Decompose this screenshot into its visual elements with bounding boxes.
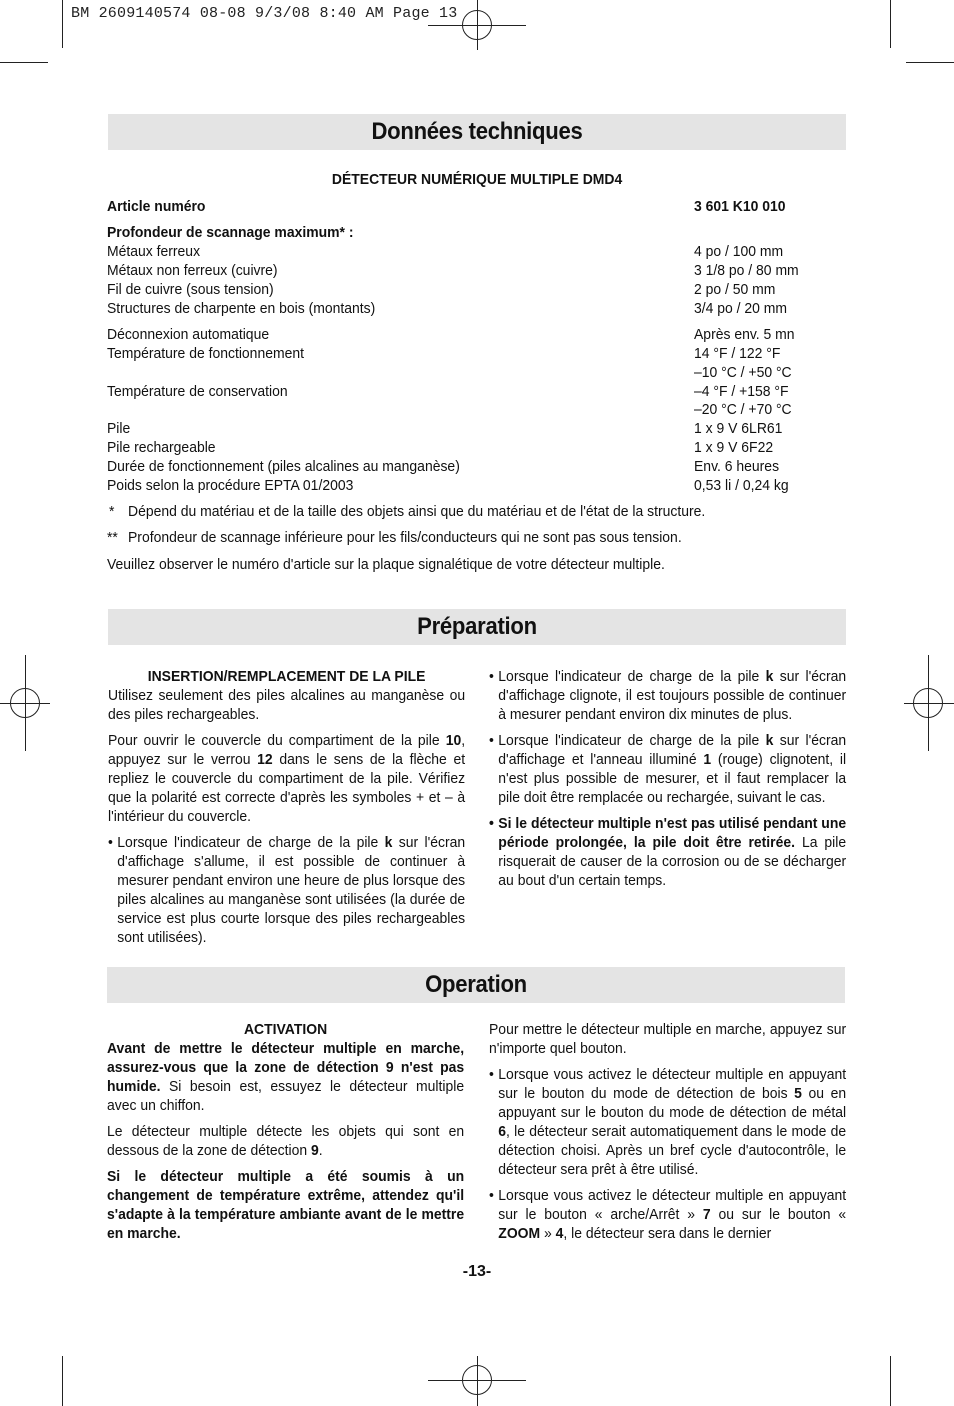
crop-mark — [62, 0, 63, 48]
footnote-mark-1: * — [109, 503, 115, 520]
spec-row-article — [107, 197, 827, 216]
spec-value: 2 po / 50 mm — [694, 281, 776, 298]
spec-row — [107, 382, 827, 401]
crop-mark — [0, 62, 48, 63]
spec-row — [107, 280, 827, 299]
registration-mark-left-v — [25, 655, 26, 751]
spec-label: Température de conservation — [107, 383, 288, 400]
spec-value: –10 °C / +50 °C — [694, 364, 792, 381]
spec-row — [107, 261, 827, 280]
spec-label: Métaux non ferreux (cuivre) — [107, 262, 278, 279]
section-title-tech: Données techniques — [371, 118, 583, 145]
spec-row — [107, 242, 827, 261]
op-bullet: • Lorsque vous activez le détecteur multiple en appuyant sur le bouton du mode de détection de bois 5 ou en appuyant sur le bouton du mode de détection de métal 6, le détecteur serait automatiquement dans le mode de détection choisi. Après un bref cycle d'autocontrôle, le détecteur sera prêt à être utilisé. — [489, 1066, 847, 1178]
crop-mark — [890, 1356, 891, 1406]
spec-label: Déconnexion automatique — [107, 326, 270, 343]
prep-left-column — [108, 667, 491, 954]
spec-label: Profondeur de scannage maximum* : — [107, 224, 354, 241]
spec-value: 3/4 po / 20 mm — [694, 300, 788, 317]
spec-row — [107, 363, 827, 382]
spec-row — [107, 457, 827, 476]
prep-bullet: • Lorsque l'indicateur de charge de la pile k sur l'écran d'affichage clignote, il est toujours possible de continuer à mesurer pendant environ dix minutes de plus. — [489, 668, 847, 723]
op-left-column — [107, 1020, 490, 1250]
spec-value: Env. 6 heures — [694, 458, 780, 475]
spec-label: Durée de fonctionnement (piles alcalines au manganèse) — [107, 458, 460, 475]
spec-value: 1 x 9 V 6LR61 — [694, 420, 783, 437]
prep-bullet: • Lorsque l'indicateur de charge de la pile k sur l'écran d'affichage et l'anneau illuminé 1 (rouge) clignotent, il n'est plus possible de mesurer, et il faut remplacer la pile doit être remplacée ou rechargée, suivant le cas. — [489, 732, 847, 806]
spec-value: Après env. 5 mn — [694, 326, 795, 343]
prep-subheading: INSERTION/REMPLACEMENT DE LA PILE — [147, 668, 426, 685]
section-header-prep — [108, 609, 846, 645]
registration-mark-right-v — [928, 655, 929, 751]
spec-value: –20 °C / +70 °C — [694, 401, 792, 418]
spec-row — [107, 344, 827, 363]
section-title-op: Operation — [425, 971, 527, 998]
spec-row — [107, 325, 827, 344]
product-heading: DÉTECTEUR NUMÉRIQUE MULTIPLE DMD4 — [331, 171, 623, 188]
spec-label: Pile — [107, 420, 131, 437]
spec-label: Article numéro — [107, 198, 206, 215]
spec-value: 4 po / 100 mm — [694, 243, 784, 260]
op-bullet: • Lorsque vous activez le détecteur multiple en appuyant sur le bouton « arche/Arrêt » 7 ou sur le bouton « ZOOM » 4, le détecteur sera dans le dernier — [489, 1187, 847, 1242]
prep-paragraph: Utilisez seulement des piles alcalines au manganèse ou des piles rechargeables. — [108, 687, 466, 723]
spec-label: Poids selon la procédure EPTA 01/2003 — [107, 477, 354, 494]
footnote-mark-2: ** — [107, 529, 118, 546]
spec-value: 3 601 K10 010 — [694, 198, 786, 215]
spec-label: Structures de charpente en bois (montants) — [107, 300, 376, 317]
crop-mark — [906, 62, 954, 63]
spec-value: –4 °F / +158 °F — [694, 383, 789, 400]
prep-paragraph: Pour ouvrir le couvercle du compartiment de la pile 10, appuyez sur le verrou 12 dans le sens de la flèche et repliez le couvercle du compartiment de la pile. Vérifiez que la polarité est correcte d'après les symboles + et – à l'intérieur du couvercle. — [108, 732, 466, 825]
footnote-1: Dépend du matériau et de la taille des objets ainsi que du matériau et de l'état de la structure. — [128, 503, 706, 520]
spec-row — [107, 400, 827, 419]
spec-row — [107, 419, 827, 438]
spec-label: Pile rechargeable — [107, 439, 216, 456]
prep-bullet-warning: • Si le détecteur multiple n'est pas utilisé pendant une période prolongée, la pile doit être retirée. La pile risquerait de causer de la corrosion ou de se décharger au bout d'un certain temps. — [489, 815, 847, 889]
op-paragraph: Le détecteur multiple détecte les objets qui sont en dessous de la zone de détection 9. — [107, 1123, 465, 1159]
op-paragraph: Avant de mettre le détecteur multiple en marche, assurez-vous que la zone de détection 9 n'est pas humide. Si besoin est, essuyez le détecteur multiple avec un chiffon. — [107, 1040, 465, 1114]
registration-mark-bottom-v — [477, 1356, 478, 1406]
prep-right-column — [489, 667, 872, 897]
spec-label: Température de fonctionnement — [107, 345, 304, 362]
section-header-tech — [108, 114, 846, 150]
op-paragraph-warning: Si le détecteur multiple a été soumis à un changement de température extrême, attendez qu'il s'adapte à la température ambiante avant de le mettre en marche. — [107, 1168, 465, 1242]
section-header-op — [107, 967, 845, 1003]
spec-row-depth-heading — [107, 223, 827, 242]
registration-mark-right-h — [904, 703, 954, 704]
spec-row — [107, 438, 827, 457]
article-number-note: Veuillez observer le numéro d'article sur la plaque signalétique de votre détecteur multiple. — [107, 556, 665, 573]
crop-mark — [62, 1356, 63, 1406]
footnote-2: Profondeur de scannage inférieure pour les fils/conducteurs qui ne sont pas sous tension. — [128, 529, 682, 546]
spec-label: Fil de cuivre (sous tension) — [107, 281, 274, 298]
prep-bullet: • Lorsque l'indicateur de charge de la pile k sur l'écran d'affichage s'allume, il est possible de continuer à mesurer pendant environ une heure de plus lorsque des piles alcalines au manganèse sont utilisées (la durée de service est plus courte lorsque des piles rechargeables sont utilisées). — [108, 834, 466, 946]
op-paragraph: Pour mettre le détecteur multiple en marche, appuyez sur n'importe quel bouton. — [489, 1021, 847, 1057]
registration-mark-top-v — [477, 0, 478, 50]
spec-label: Métaux ferreux — [107, 243, 201, 260]
spec-value: 0,53 li / 0,24 kg — [694, 477, 789, 494]
op-subheading: ACTIVATION — [243, 1021, 328, 1038]
print-slug: BM 2609140574 08-08 9/3/08 8:40 AM Page 13 — [71, 5, 458, 22]
spec-value: 14 °F / 122 °F — [694, 345, 781, 362]
spec-value: 3 1/8 po / 80 mm — [694, 262, 799, 279]
spec-value: 1 x 9 V 6F22 — [694, 439, 774, 456]
crop-mark — [890, 0, 891, 48]
page-number: -13- — [462, 1263, 492, 1280]
op-right-column — [489, 1020, 872, 1250]
section-title-prep: Préparation — [417, 613, 537, 640]
spec-row — [107, 476, 827, 495]
spec-row — [107, 299, 827, 318]
